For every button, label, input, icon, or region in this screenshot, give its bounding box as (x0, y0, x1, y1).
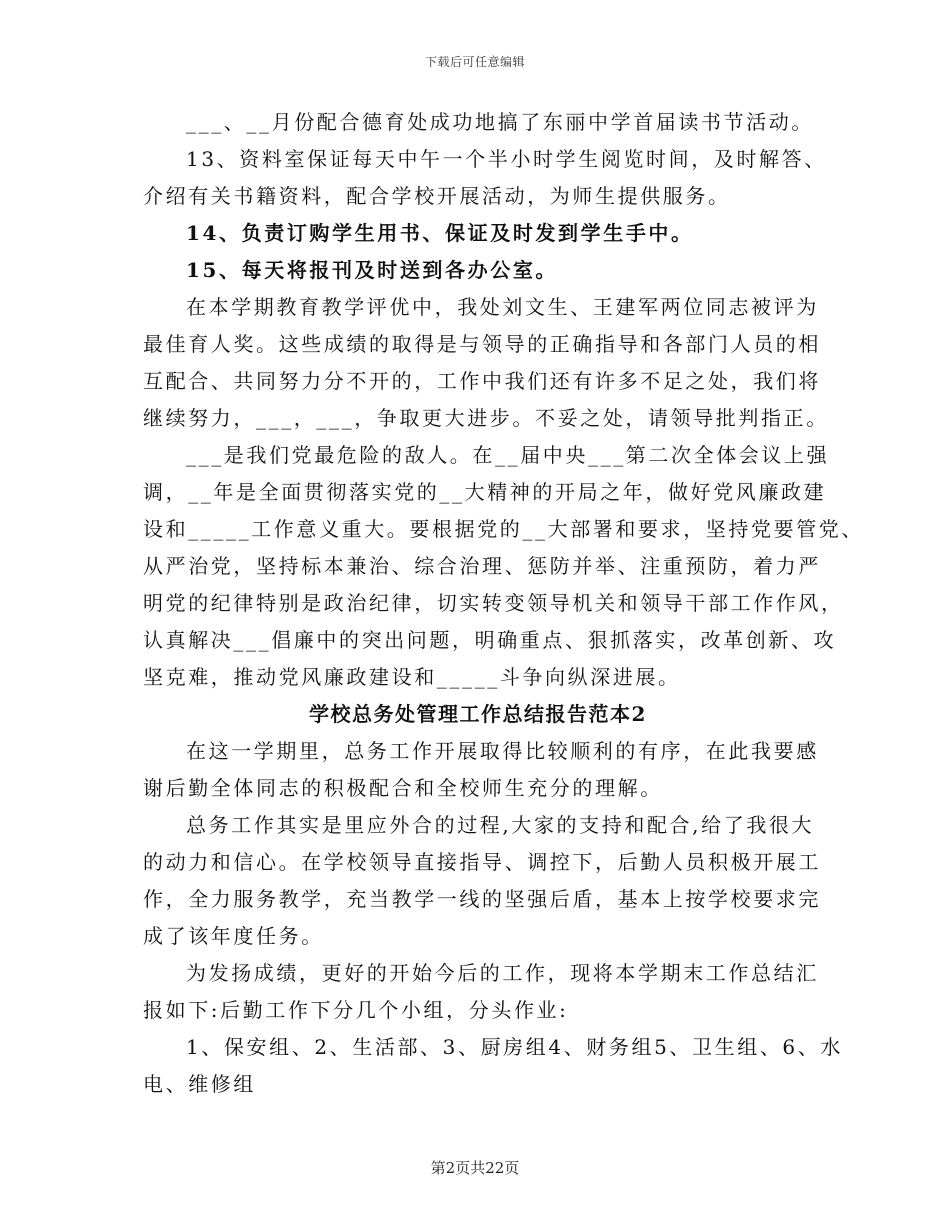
text-line: 作，全力服务教学，充当教学一线的坚强后盾，基本上按学校要求完 (143, 887, 821, 911)
text-line: 坚克难，推动党风廉政建设和_____斗争向纵深进展。 (143, 665, 681, 689)
paragraph (143, 1029, 843, 1103)
paragraph (143, 104, 813, 141)
paragraph (143, 252, 813, 289)
text-line: 互配合、共同努力分不开的，工作中我们还有许多不足之处，我们将 (143, 369, 821, 393)
text-line: 在本学期教育教学评优中，我处刘文生、王建军两位同志被评为 (186, 295, 819, 319)
section-title (143, 696, 813, 733)
text-line: 调，__年是全面贯彻落实党的__大精神的开局之年，做好党风廉政建 (143, 480, 827, 504)
text-line: 为发扬成绩，更好的开始今后的工作，现将本学期末工作总结汇 (186, 961, 819, 985)
text-line: 学校总务处管理工作总结报告范本2 (309, 702, 647, 726)
paragraph (143, 215, 813, 252)
page-header: 下载后可任意编辑 (424, 55, 525, 69)
text-line: 明党的纪律特别是政治纪律，切实转变领导机关和领导干部工作作风， (143, 591, 844, 615)
text-line: 报如下:后勤工作下分几个小组，分头作业: (143, 998, 569, 1022)
text-line: 继续努力，___，___，争取更大进步。不妥之处，请领导批判指正。 (143, 406, 829, 430)
paragraph (143, 437, 864, 696)
document-body (143, 104, 864, 1103)
text-line: 在这一学期里，总务工作开展取得比较顺利的有序，在此我要感 (186, 739, 819, 763)
text-line: 1、保安组、2、生活部、3、厨房组4、财务组5、卫生组、6、水 (186, 1035, 843, 1059)
text-line: 成了该年度任务。 (143, 924, 324, 948)
paragraph (143, 289, 829, 437)
text-line: 介绍有关书籍资料，配合学校开展活动，为师生提供服务。 (143, 184, 731, 208)
text-line: 13、资料室保证每天中午一个半小时学生阅览时间，及时解答、 (186, 147, 827, 171)
text-line: ___、__月份配合德育处成功地搞了东丽中学首届读书节活动。 (186, 110, 814, 134)
text-line: ___是我们党最危险的敌人。在__届中央___第二次全体会议上强 (186, 443, 830, 467)
paragraph (143, 141, 827, 215)
text-line: 谢后勤全体同志的积极配合和全校师生充分的理解。 (143, 776, 663, 800)
text-line: 从严治党，坚持标本兼治、综合治理、惩防并举、注重预防，着力严 (143, 554, 821, 578)
text-line: 设和_____工作意义重大。要根据党的__大部署和要求，坚持党要管党、 (143, 517, 864, 541)
paragraph (143, 955, 819, 1029)
paragraph (143, 733, 819, 807)
text-line: 的动力和信心。在学校领导直接指导、调控下，后勤人员积极开展工 (143, 850, 821, 874)
text-line: 认真解决___倡廉中的突出问题，明确重点、狠抓落实，改革创新、攻 (143, 628, 837, 652)
text-line: 总务工作其实是里应外合的过程,大家的支持和配合,给了我很大 (186, 813, 815, 837)
text-line: 电、维修组 (143, 1072, 256, 1096)
text-line: 最佳育人奖。这些成绩的取得是与领导的正确指导和各部门人员的相 (143, 332, 821, 356)
text-line: 15、每天将报刊及时送到各办公室。 (186, 258, 559, 282)
text-line: 14、负责订购学生用书、保证及时发到学生手中。 (186, 221, 694, 245)
page-footer: 第2页共22页 (430, 1159, 520, 1177)
paragraph (143, 807, 821, 955)
